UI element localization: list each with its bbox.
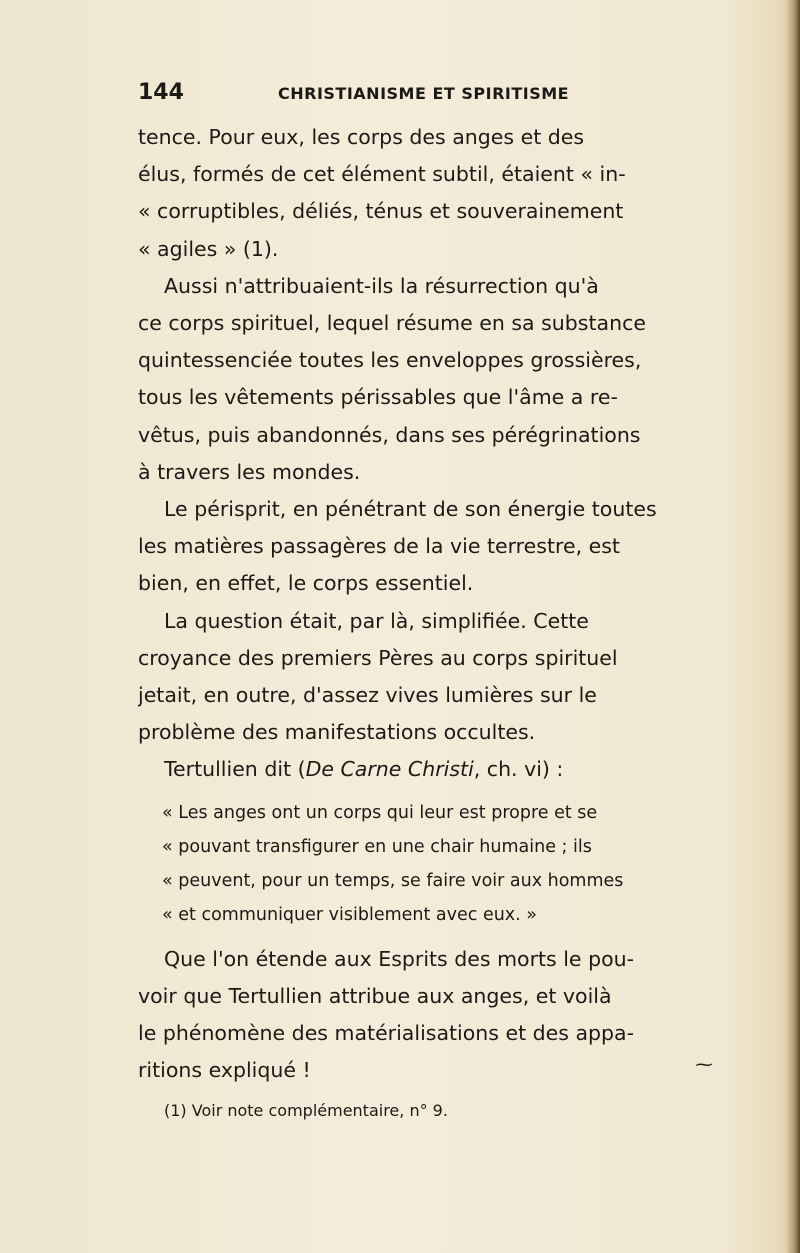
body-line: tous les vêtements périssables que l'âme a re- (138, 385, 618, 410)
citation-line (138, 757, 739, 781)
body-line: jetait, en outre, d'assez vives lumières sur le (138, 683, 597, 707)
body-line: problème des manifestations occultes. (138, 720, 536, 745)
page-header (138, 80, 713, 116)
body-line: à travers les mondes. (138, 459, 361, 484)
citation-text: Tertullien dit ( (164, 757, 306, 782)
body-line: La question était, par là, simplifiée. Cette (164, 608, 589, 633)
body-line: Que l'on étende aux Esprits des morts le pou- (164, 946, 635, 971)
body-line: Le périsprit, en pénétrant de son énergie toutes (164, 497, 657, 521)
page-edge-shadow (786, 0, 800, 1253)
body-line: « corruptibles, déliés, ténus et souverainement (138, 199, 624, 224)
quote-line: « pouvant transfigurer en une chair humaine ; ils (162, 836, 592, 857)
citation-text: , ch. vi) : (473, 757, 564, 782)
page-number: 144 (138, 80, 184, 105)
quote-line: « et communiquer visiblement avec eux. » (162, 904, 537, 925)
printer-mark-icon: ⁓ (695, 1054, 713, 1076)
body-line: croyance des premiers Pères au corps spirituel (138, 645, 618, 670)
body-line: voir que Tertullien attribue aux anges, et voilà (138, 983, 612, 1008)
body-line: les matières passagères de la vie terrestre, est (138, 534, 620, 559)
quote-line: « peuvent, pour un temps, se faire voir aux hommes (162, 870, 624, 891)
quote-line: « Les anges ont un corps qui leur est propre et se (162, 802, 598, 823)
body-line: élus, formés de cet élément subtil, étaient « in- (138, 162, 626, 187)
footnote: (1) Voir note complémentaire, n° 9. (164, 1101, 448, 1121)
body-line: bien, en effet, le corps essentiel. (138, 571, 474, 596)
running-title: CHRISTIANISME ET SPIRITISME (278, 84, 570, 103)
body-line: Aussi n'attribuaient-ils la résurrection qu'à (164, 273, 599, 298)
body-line: quintessenciée toutes les enveloppes grossières, (138, 348, 642, 373)
citation-work-title: De Carne Christi (305, 757, 474, 782)
body-line: ritions expliqué ! (138, 1058, 311, 1083)
body-line: « agiles » (1). (138, 236, 279, 261)
body-line: ce corps spirituel, lequel résume en sa substance (138, 311, 646, 335)
body-line: tence. Pour eux, les corps des anges et des (138, 125, 585, 149)
body-line: le phénomène des matérialisations et des appa- (138, 1021, 635, 1045)
body-line: vêtus, puis abandonnés, dans ses pérégrinations (138, 422, 641, 447)
